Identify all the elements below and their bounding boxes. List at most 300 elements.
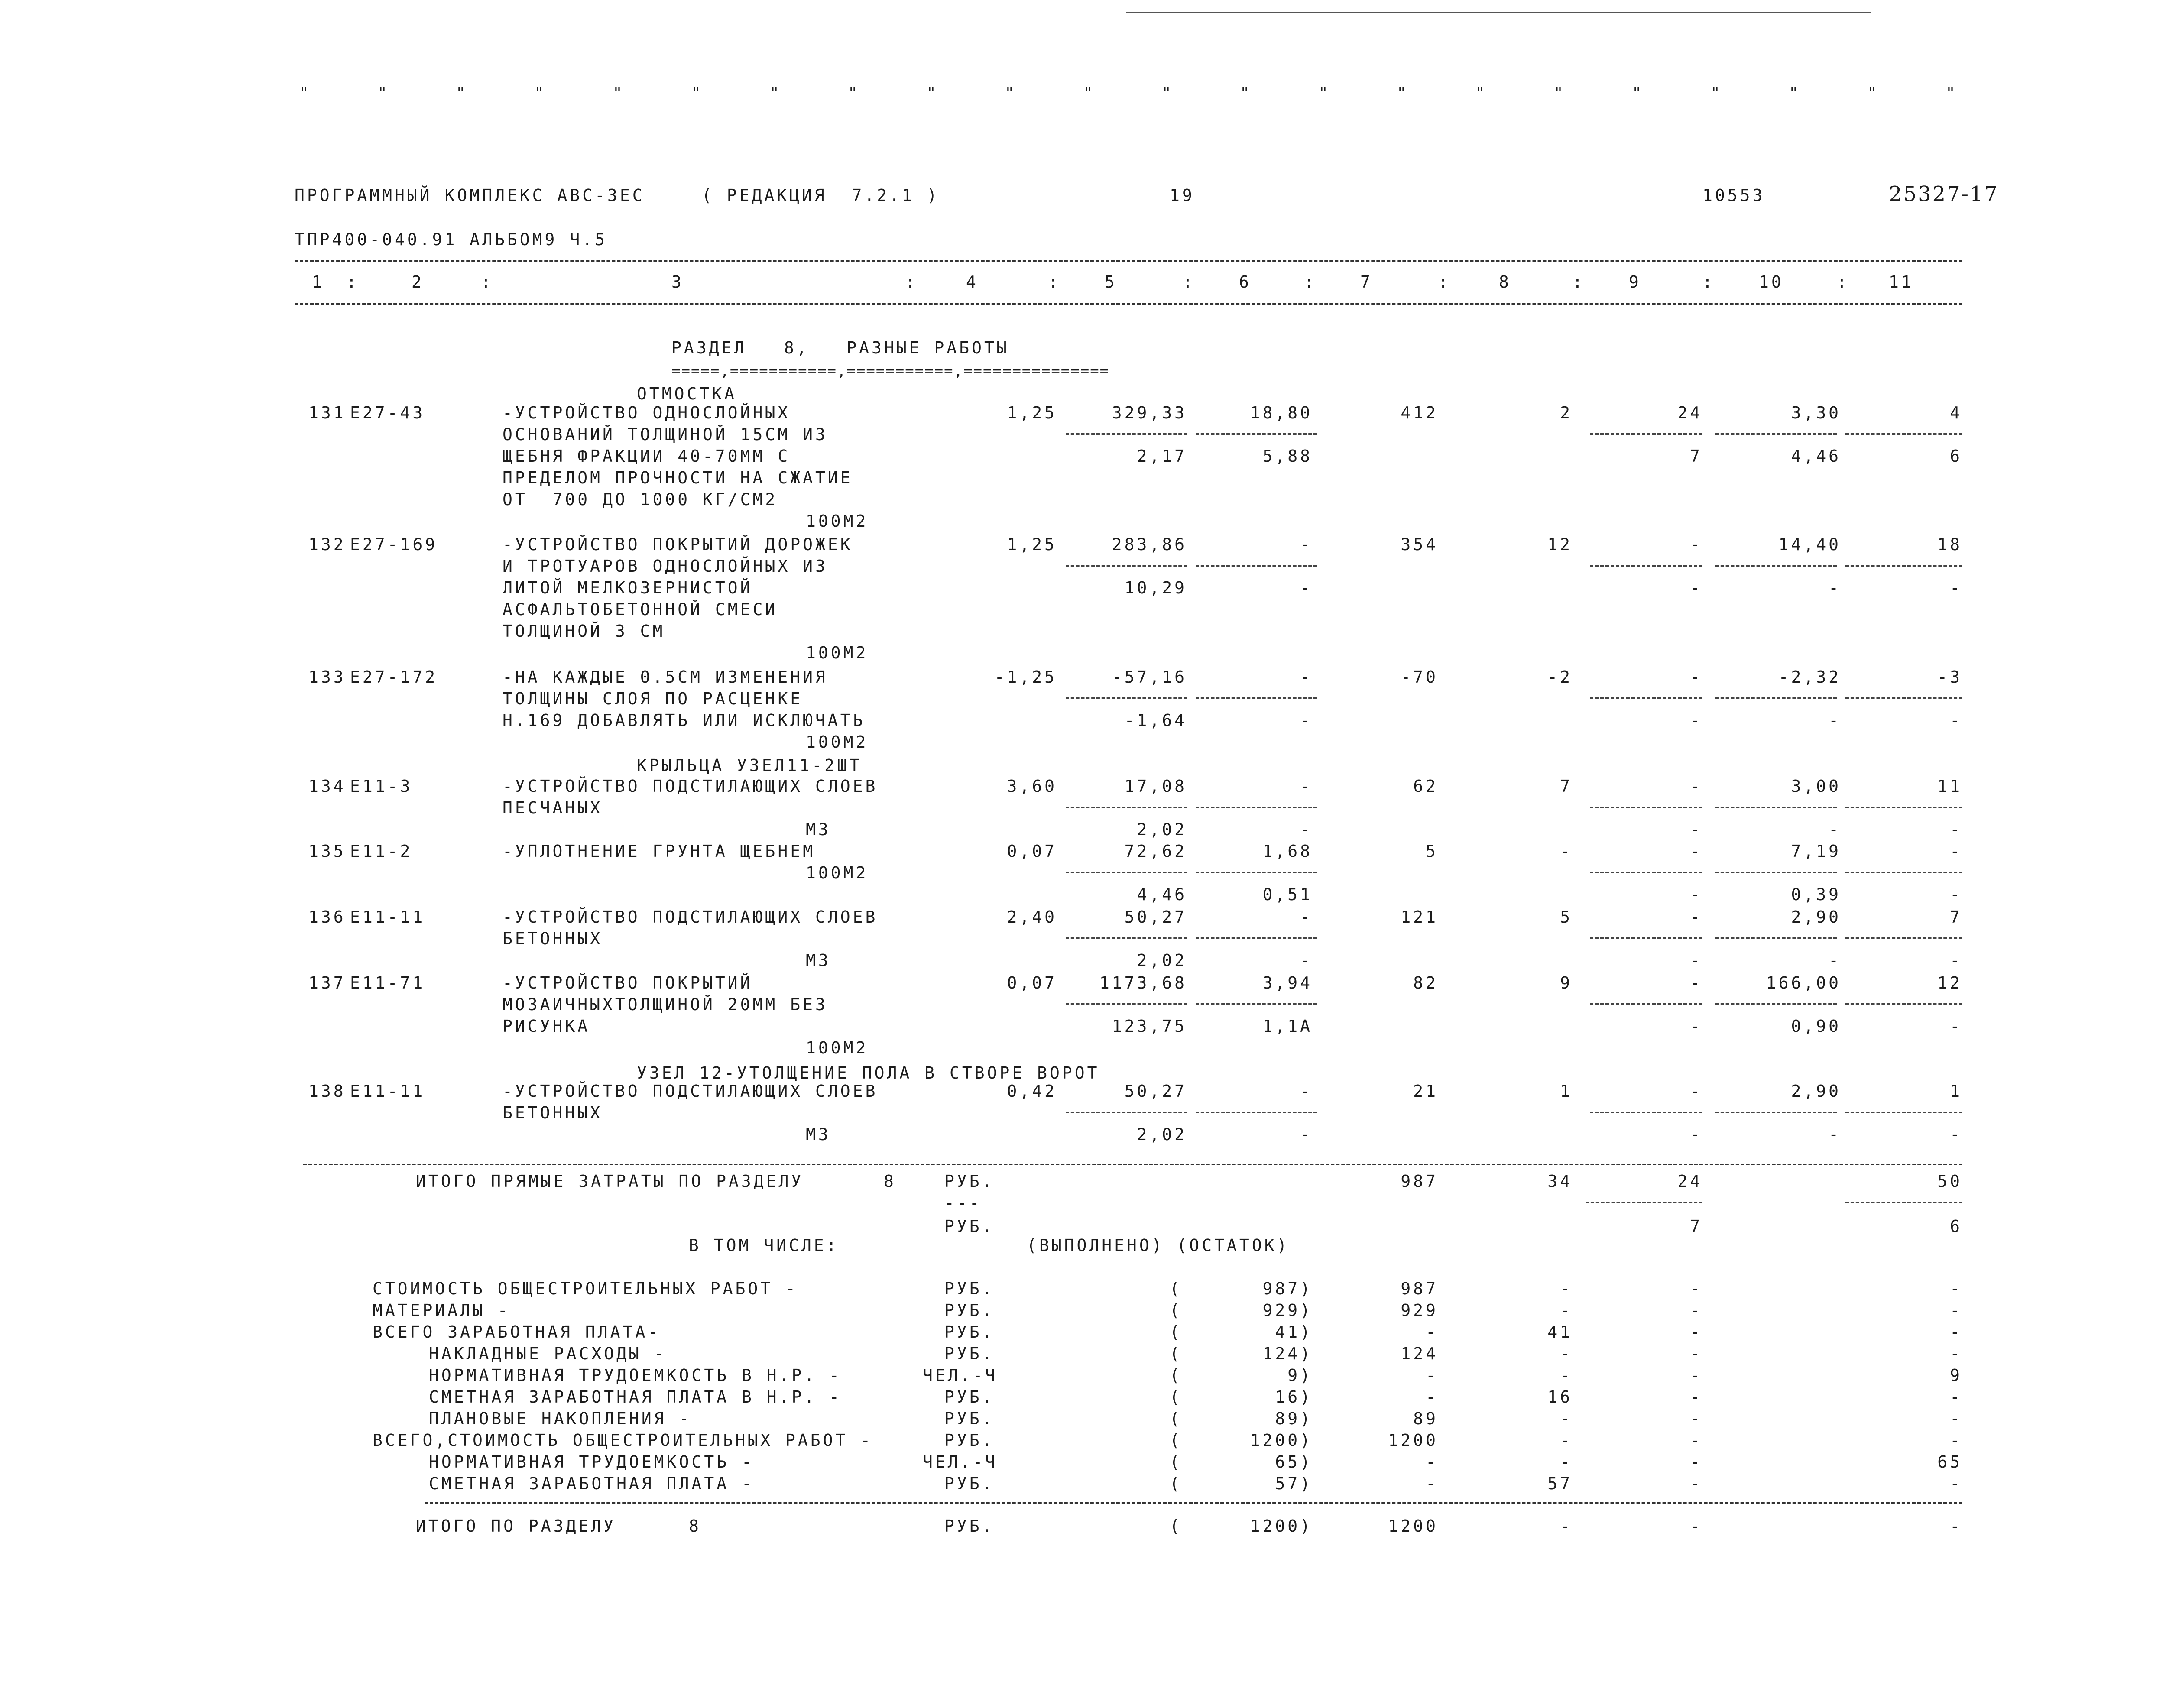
direct-cost-col7: 987 xyxy=(1401,1172,1438,1191)
summary-paren: ( xyxy=(1170,1474,1182,1493)
row-separator-rule xyxy=(1590,937,1702,939)
performed-label: (ВЫПОЛНЕНО) (ОСТАТОК) xyxy=(1027,1236,1290,1255)
row-description-line: -УСТРОЙСТВО ПОДСТИЛАЮЩИХ СЛОЕВ xyxy=(503,907,878,927)
row-description-line: ОСНОВАНИЙ ТОЛЩИНОЙ 15СМ ИЗ xyxy=(503,425,828,444)
row-col9-secondary: - xyxy=(1690,820,1702,839)
row-price-secondary: 2,02 xyxy=(1137,1125,1187,1144)
summary-paren: ( xyxy=(1170,1409,1182,1428)
direct-cost-unit: РУБ. xyxy=(944,1172,995,1191)
row-col7: 412 xyxy=(1401,403,1438,422)
final-paren: ( xyxy=(1170,1517,1182,1536)
summary-col8: 16 xyxy=(1547,1387,1573,1407)
row-number: 137 xyxy=(308,973,346,992)
row-price-secondary: 2,02 xyxy=(1137,820,1187,839)
row-separator-rule xyxy=(1196,872,1317,873)
row-unit-wage: 3,94 xyxy=(1262,973,1313,992)
perforation-mark: " xyxy=(613,84,625,103)
row-col10: -2,32 xyxy=(1778,668,1841,687)
row-code: Е11-71 xyxy=(350,973,425,992)
row-description-line: МОЗАИЧНЫХТОЛЩИНОЙ 20ММ БЕЗ xyxy=(503,995,828,1014)
totals-top-line xyxy=(303,1164,1962,1165)
including-label: В ТОМ ЧИСЛЕ: xyxy=(689,1236,839,1255)
row-col10-secondary: 0,39 xyxy=(1791,885,1841,904)
final-label: ИТОГО ПО РАЗДЕЛУ xyxy=(416,1517,616,1536)
row-col10: 166,00 xyxy=(1766,973,1841,992)
row-number: 138 xyxy=(308,1082,346,1101)
summary-value: 16) xyxy=(1275,1387,1313,1407)
row-col10-secondary: - xyxy=(1829,578,1841,597)
summary-col9: - xyxy=(1690,1301,1702,1320)
project-title: ТПР400-040.91 АЛЬБОМ9 Ч.5 xyxy=(295,230,607,249)
summary-paren: ( xyxy=(1170,1387,1182,1407)
summary-unit: ЧЕЛ.-Ч xyxy=(923,1366,998,1385)
summary-col9: - xyxy=(1690,1452,1702,1471)
summary-col11: - xyxy=(1950,1387,1962,1407)
direct-cost-col9: 24 xyxy=(1677,1172,1702,1191)
perforation-mark: " xyxy=(1240,84,1252,103)
summary-col7: 124 xyxy=(1401,1344,1438,1363)
row-unit: 100М2 xyxy=(806,732,869,752)
row-code: Е11-3 xyxy=(350,777,413,796)
row-unit-wage: 18,80 xyxy=(1250,403,1313,422)
row-description-line: ПЕСЧАНЫХ xyxy=(503,798,603,817)
row-price-secondary: 4,46 xyxy=(1137,885,1187,904)
summary-col9: - xyxy=(1690,1279,1702,1298)
row-description-line: БЕТОННЫХ xyxy=(503,929,603,948)
direct-cost-col9-rule xyxy=(1586,1202,1702,1203)
summary-col8: - xyxy=(1560,1409,1573,1428)
row-price-secondary: 123,75 xyxy=(1112,1017,1187,1036)
row-separator-rule xyxy=(1715,1112,1837,1113)
row-col9-secondary: - xyxy=(1690,711,1702,730)
summary-unit: РУБ. xyxy=(944,1344,995,1363)
summary-value: 57) xyxy=(1275,1474,1313,1493)
row-col11: 7 xyxy=(1950,907,1962,927)
row-col10-secondary: 0,90 xyxy=(1791,1017,1841,1036)
perforation-mark: " xyxy=(691,84,704,103)
summary-value: 929) xyxy=(1262,1301,1313,1320)
summary-col7: - xyxy=(1426,1452,1438,1471)
summary-col9: - xyxy=(1690,1474,1702,1493)
row-unit-price: 1173,68 xyxy=(1099,973,1187,992)
row-unit-price: 50,27 xyxy=(1124,1082,1187,1101)
row-col10: 2,90 xyxy=(1791,1082,1841,1101)
perforation-mark: " xyxy=(926,84,939,103)
row-col11: 4 xyxy=(1950,403,1962,422)
direct-cost-label: ИТОГО ПРЯМЫЕ ЗАТРАТЫ ПО РАЗДЕЛУ xyxy=(416,1172,804,1191)
row-separator-rule xyxy=(1590,807,1702,808)
row-col7: -70 xyxy=(1401,668,1438,687)
column-separator: : xyxy=(1837,272,1849,292)
row-col10-secondary: - xyxy=(1829,1125,1841,1144)
summary-value: 124) xyxy=(1262,1344,1313,1363)
group-title-krylca: КРЫЛЬЦА УЗЕЛ11-2ШТ xyxy=(637,756,862,775)
row-description-line: И ТРОТУАРОВ ОДНОСЛОЙНЫХ ИЗ xyxy=(503,557,828,576)
perforation-mark: " xyxy=(1789,84,1801,103)
row-separator-rule xyxy=(1196,1003,1317,1005)
row-quantity: 2,40 xyxy=(1007,907,1057,927)
wage-col9: 7 xyxy=(1690,1217,1702,1236)
perforation-mark: " xyxy=(1475,84,1488,103)
row-separator-rule xyxy=(1590,565,1702,567)
row-separator-rule xyxy=(1845,807,1962,808)
summary-unit: ЧЕЛ.-Ч xyxy=(923,1452,998,1471)
row-description-line: -УСТРОЙСТВО ОДНОСЛОЙНЫХ xyxy=(503,403,791,422)
doc-code: 10553 xyxy=(1702,186,1765,205)
column-number: 5 xyxy=(1105,272,1117,292)
summary-unit: РУБ. xyxy=(944,1474,995,1493)
row-description-line: -НА КАЖДЫЕ 0.5СМ ИЗМЕНЕНИЯ xyxy=(503,668,828,687)
summary-unit: РУБ. xyxy=(944,1279,995,1298)
summary-col7: 929 xyxy=(1401,1301,1438,1320)
row-separator-rule xyxy=(1196,697,1317,699)
row-col9: - xyxy=(1690,535,1702,554)
summary-value: 89) xyxy=(1275,1409,1313,1428)
row-number: 131 xyxy=(308,403,346,422)
summary-paren: ( xyxy=(1170,1279,1182,1298)
row-quantity: 0,42 xyxy=(1007,1082,1057,1101)
row-separator-rule xyxy=(1590,1112,1702,1113)
column-separator: : xyxy=(1573,272,1585,292)
perforation-mark: " xyxy=(377,84,390,103)
row-col9: 24 xyxy=(1677,403,1702,422)
column-separator: : xyxy=(481,272,493,292)
summary-col7: 1200 xyxy=(1388,1431,1438,1450)
column-number: 8 xyxy=(1499,272,1511,292)
perforation-mark: " xyxy=(534,84,547,103)
column-number: 11 xyxy=(1889,272,1914,292)
row-description-line: ТОЛЩИНОЙ 3 СМ xyxy=(503,622,665,641)
summary-col8: - xyxy=(1560,1279,1573,1298)
row-code: Е11-2 xyxy=(350,842,413,861)
row-col7: 62 xyxy=(1413,777,1438,796)
perforation-mark: " xyxy=(456,84,468,103)
row-description-line: -УСТРОЙСТВО ПОДСТИЛАЮЩИХ СЛОЕВ xyxy=(503,777,878,796)
column-number: 3 xyxy=(671,272,684,292)
row-col11-secondary: - xyxy=(1950,1125,1962,1144)
row-col9-secondary: - xyxy=(1690,885,1702,904)
row-description-line: ОТ 700 ДО 1000 КГ/СМ2 xyxy=(503,490,778,509)
row-col8: 12 xyxy=(1547,535,1573,554)
column-number: 1 xyxy=(312,272,324,292)
row-col11-secondary: 6 xyxy=(1950,447,1962,466)
page-number: 19 xyxy=(1170,186,1195,205)
row-description-line: -УСТРОЙСТВО ПОДСТИЛАЮЩИХ СЛОЕВ xyxy=(503,1082,878,1101)
row-separator-rule xyxy=(1066,433,1187,435)
row-number: 136 xyxy=(308,907,346,927)
column-number: 6 xyxy=(1239,272,1252,292)
perforation-mark: " xyxy=(1553,84,1566,103)
summary-col7: - xyxy=(1426,1366,1438,1385)
row-wage-secondary: - xyxy=(1300,820,1313,839)
summary-paren: ( xyxy=(1170,1344,1182,1363)
row-col7: 354 xyxy=(1401,535,1438,554)
summary-label: ВСЕГО ЗАРАБОТНАЯ ПЛАТА- xyxy=(373,1322,661,1342)
summary-unit: РУБ. xyxy=(944,1409,995,1428)
perforation-mark: " xyxy=(848,84,860,103)
row-separator-rule xyxy=(1715,433,1837,435)
row-code: Е27-172 xyxy=(350,668,438,687)
row-col11-secondary: - xyxy=(1950,885,1962,904)
summary-col7: - xyxy=(1426,1387,1438,1407)
row-description-line: БЕТОННЫХ xyxy=(503,1103,603,1122)
row-col9-secondary: 7 xyxy=(1690,447,1702,466)
perforation-mark: " xyxy=(1318,84,1331,103)
program-title: ПРОГРАММНЫЙ КОМПЛЕКС АВС-ЗЕС xyxy=(295,186,645,205)
column-number: 10 xyxy=(1759,272,1784,292)
summary-value: 41) xyxy=(1275,1322,1313,1342)
summary-paren: ( xyxy=(1170,1452,1182,1471)
row-separator-rule xyxy=(1590,1003,1702,1005)
column-separator: : xyxy=(347,272,359,292)
row-description-line: РИСУНКА xyxy=(503,1017,590,1036)
row-number: 134 xyxy=(308,777,346,796)
row-description-line: -УПЛОТНЕНИЕ ГРУНТА ЩЕБНЕМ xyxy=(503,842,815,861)
row-code: Е27-43 xyxy=(350,403,425,422)
perforation-mark: " xyxy=(1083,84,1096,103)
row-col11: - xyxy=(1950,842,1962,861)
row-col11-secondary: - xyxy=(1950,951,1962,970)
summary-paren: ( xyxy=(1170,1322,1182,1342)
row-col10: 7,19 xyxy=(1791,842,1841,861)
summary-col11: - xyxy=(1950,1344,1962,1363)
row-col11-secondary: - xyxy=(1950,1017,1962,1036)
row-col8: 5 xyxy=(1560,907,1573,927)
row-wage-secondary: - xyxy=(1300,711,1313,730)
summary-col8: - xyxy=(1560,1344,1573,1363)
row-col8: -2 xyxy=(1547,668,1573,687)
top-rule xyxy=(1126,12,1871,13)
final-section: 8 xyxy=(689,1517,701,1536)
row-unit: М3 xyxy=(806,951,831,970)
summary-label: НОРМАТИВНАЯ ТРУДОЕМКОСТЬ - xyxy=(429,1452,754,1471)
row-separator-rule xyxy=(1066,807,1187,808)
final-col9: - xyxy=(1690,1517,1702,1536)
row-separator-rule xyxy=(1590,872,1702,873)
row-separator-rule xyxy=(1196,433,1317,435)
column-number: 7 xyxy=(1360,272,1373,292)
row-unit-wage: - xyxy=(1300,668,1313,687)
direct-cost-col11: 50 xyxy=(1937,1172,1962,1191)
final-top-line xyxy=(425,1502,1962,1504)
summary-col8: - xyxy=(1560,1366,1573,1385)
row-col9: - xyxy=(1690,907,1702,927)
summary-value: 9) xyxy=(1287,1366,1313,1385)
summary-paren: ( xyxy=(1170,1431,1182,1450)
summary-paren: ( xyxy=(1170,1301,1182,1320)
summary-paren: ( xyxy=(1170,1366,1182,1385)
row-separator-rule xyxy=(1845,697,1962,699)
summary-col8: - xyxy=(1560,1301,1573,1320)
handwritten-stamp: 25327-17 xyxy=(1889,182,1999,206)
row-separator-rule xyxy=(1196,1112,1317,1113)
row-unit-price: -57,16 xyxy=(1112,668,1187,687)
row-col9: - xyxy=(1690,668,1702,687)
row-col9-secondary: - xyxy=(1690,951,1702,970)
row-col9: - xyxy=(1690,842,1702,861)
row-description-line: ЩЕБНЯ ФРАКЦИИ 40-70ММ С xyxy=(503,447,791,466)
row-separator-rule xyxy=(1196,807,1317,808)
row-col11: 1 xyxy=(1950,1082,1962,1101)
row-col7: 5 xyxy=(1426,842,1438,861)
row-separator-rule xyxy=(1845,1003,1962,1005)
final-value: 1200) xyxy=(1250,1517,1313,1536)
row-unit-wage: 1,68 xyxy=(1262,842,1313,861)
summary-col7: - xyxy=(1426,1322,1438,1342)
column-number: 4 xyxy=(966,272,979,292)
section-underline: =====,===========,===========,=============== xyxy=(671,363,1110,380)
summary-col7: 987 xyxy=(1401,1279,1438,1298)
wage-unit: РУБ. xyxy=(944,1217,995,1236)
direct-cost-col11-rule xyxy=(1845,1202,1962,1203)
row-col10-secondary: 4,46 xyxy=(1791,447,1841,466)
row-separator-rule xyxy=(1066,937,1187,939)
summary-col7: 89 xyxy=(1413,1409,1438,1428)
row-col11: 12 xyxy=(1937,973,1962,992)
summary-value: 65) xyxy=(1275,1452,1313,1471)
summary-col9: - xyxy=(1690,1322,1702,1342)
row-col11-secondary: - xyxy=(1950,578,1962,597)
summary-value: 1200) xyxy=(1250,1431,1313,1450)
row-separator-rule xyxy=(1715,937,1837,939)
header-bottom-line xyxy=(295,303,1962,305)
row-unit: 100М2 xyxy=(806,1038,869,1057)
summary-col9: - xyxy=(1690,1344,1702,1363)
summary-col11: - xyxy=(1950,1322,1962,1342)
row-number: 132 xyxy=(308,535,346,554)
perforation-mark: " xyxy=(1946,84,1958,103)
row-number: 135 xyxy=(308,842,346,861)
row-price-secondary: 2,02 xyxy=(1137,951,1187,970)
row-wage-secondary: 0,51 xyxy=(1262,885,1313,904)
row-col9-secondary: - xyxy=(1690,578,1702,597)
row-quantity: 1,25 xyxy=(1007,403,1057,422)
row-unit-price: 329,33 xyxy=(1112,403,1187,422)
row-unit: 100М2 xyxy=(806,512,869,531)
row-col11: 18 xyxy=(1937,535,1962,554)
row-separator-rule xyxy=(1066,565,1187,567)
row-separator-rule xyxy=(1196,565,1317,567)
summary-unit: РУБ. xyxy=(944,1322,995,1342)
row-col11: 11 xyxy=(1937,777,1962,796)
row-unit-price: 72,62 xyxy=(1124,842,1187,861)
row-quantity: -1,25 xyxy=(994,668,1057,687)
wage-col11: 6 xyxy=(1950,1217,1962,1236)
column-separator: : xyxy=(905,272,918,292)
summary-col11: - xyxy=(1950,1474,1962,1493)
summary-label: ВСЕГО,СТОИМОСТЬ ОБЩЕСТРОИТЕЛЬНЫХ РАБОТ - xyxy=(373,1431,873,1450)
row-col11-secondary: - xyxy=(1950,820,1962,839)
row-unit: М3 xyxy=(806,820,831,839)
row-col8: 9 xyxy=(1560,973,1573,992)
row-code: Е11-11 xyxy=(350,1082,425,1101)
row-separator-rule xyxy=(1066,1003,1187,1005)
row-separator-rule xyxy=(1066,872,1187,873)
summary-unit: РУБ. xyxy=(944,1387,995,1407)
row-col11: -3 xyxy=(1937,668,1962,687)
row-price-secondary: -1,64 xyxy=(1124,711,1187,730)
row-separator-rule xyxy=(1845,565,1962,567)
row-description-line: АСФАЛЬТОБЕТОННОЙ СМЕСИ xyxy=(503,600,778,619)
row-code: Е11-11 xyxy=(350,907,425,927)
row-col9-secondary: - xyxy=(1690,1125,1702,1144)
row-col8: 2 xyxy=(1560,403,1573,422)
group-title-otmostka: ОТМОСТКА xyxy=(637,384,737,403)
row-separator-rule xyxy=(1196,937,1317,939)
row-separator-rule xyxy=(1715,565,1837,567)
summary-label: НАКЛАДНЫЕ РАСХОДЫ - xyxy=(429,1344,667,1363)
row-separator-rule xyxy=(1066,697,1187,699)
row-unit: 100М2 xyxy=(806,863,869,882)
group-title-uzel12: УЗЕЛ 12-УТОЛЩЕНИЕ ПОЛА В СТВОРЕ ВОРОТ xyxy=(637,1063,1100,1082)
row-col10-secondary: - xyxy=(1829,711,1841,730)
summary-unit: РУБ. xyxy=(944,1431,995,1450)
row-description-line: ПРЕДЕЛОМ ПРОЧНОСТИ НА СЖАТИЕ xyxy=(503,468,853,487)
row-col10: 3,00 xyxy=(1791,777,1841,796)
column-separator: : xyxy=(1048,272,1061,292)
row-col9: - xyxy=(1690,777,1702,796)
summary-col8: - xyxy=(1560,1452,1573,1471)
summary-col11: 65 xyxy=(1937,1452,1962,1471)
row-separator-rule xyxy=(1845,937,1962,939)
summary-col7: - xyxy=(1426,1474,1438,1493)
column-number: 2 xyxy=(412,272,424,292)
row-col10: 3,30 xyxy=(1791,403,1841,422)
summary-col11: 9 xyxy=(1950,1366,1962,1385)
row-col8: 7 xyxy=(1560,777,1573,796)
column-separator: : xyxy=(1304,272,1316,292)
row-unit: М3 xyxy=(806,1125,831,1144)
final-col7: 1200 xyxy=(1388,1517,1438,1536)
row-description-line: ЛИТОЙ МЕЛКОЗЕРНИСТОЙ xyxy=(503,578,753,597)
row-col8: - xyxy=(1560,842,1573,861)
row-col9-secondary: - xyxy=(1690,1017,1702,1036)
summary-label: ПЛАНОВЫЕ НАКОПЛЕНИЯ - xyxy=(429,1409,692,1428)
summary-col8: 41 xyxy=(1547,1322,1573,1342)
row-separator-rule xyxy=(1066,1112,1187,1113)
row-separator-rule xyxy=(1845,1112,1962,1113)
perforation-mark: " xyxy=(1397,84,1409,103)
row-description-line: ТОЛЩИНЫ СЛОЯ ПО РАСЦЕНКЕ xyxy=(503,689,803,708)
summary-unit: РУБ. xyxy=(944,1301,995,1320)
row-number: 133 xyxy=(308,668,346,687)
row-separator-rule xyxy=(1715,697,1837,699)
row-wage-secondary: - xyxy=(1300,578,1313,597)
summary-label: МАТЕРИАЛЫ - xyxy=(373,1301,510,1320)
summary-col11: - xyxy=(1950,1279,1962,1298)
row-quantity: 1,25 xyxy=(1007,535,1057,554)
row-col8: 1 xyxy=(1560,1082,1573,1101)
row-col10-secondary: - xyxy=(1829,820,1841,839)
row-col7: 121 xyxy=(1401,907,1438,927)
row-separator-rule xyxy=(1590,697,1702,699)
row-separator-rule xyxy=(1715,807,1837,808)
row-unit: 100М2 xyxy=(806,643,869,662)
summary-label: НОРМАТИВНАЯ ТРУДОЕМКОСТЬ В Н.Р. - xyxy=(429,1366,842,1385)
summary-col9: - xyxy=(1690,1387,1702,1407)
summary-col8: - xyxy=(1560,1431,1573,1450)
summary-label: СТОИМОСТЬ ОБЩЕСТРОИТЕЛЬНЫХ РАБОТ - xyxy=(373,1279,798,1298)
row-description-line: Н.169 ДОБАВЛЯТЬ ИЛИ ИСКЛЮЧАТЬ xyxy=(503,711,866,730)
final-unit: РУБ. xyxy=(944,1517,995,1536)
row-col11-secondary: - xyxy=(1950,711,1962,730)
row-unit-price: 17,08 xyxy=(1124,777,1187,796)
perforation-mark: " xyxy=(769,84,782,103)
row-wage-secondary: - xyxy=(1300,1125,1313,1144)
row-separator-rule xyxy=(1845,433,1962,435)
row-unit-price: 283,86 xyxy=(1112,535,1187,554)
row-wage-secondary: - xyxy=(1300,951,1313,970)
